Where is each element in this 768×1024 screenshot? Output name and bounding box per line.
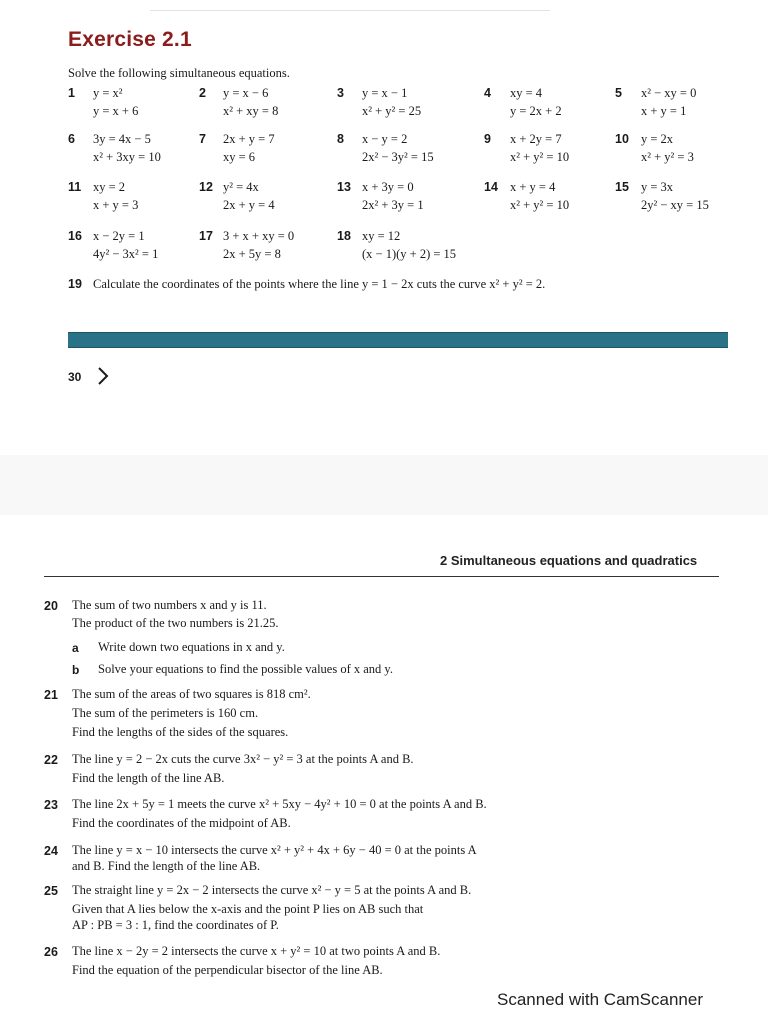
question-text: Find the equation of the perpendicular bisector of the line AB.: [72, 963, 383, 977]
problem-equation: y = x − 6: [223, 86, 269, 100]
problem-number: 3: [337, 86, 344, 100]
question-text: The sum of the areas of two squares is 818 cm².: [72, 687, 311, 701]
problem-number: 6: [68, 132, 75, 146]
question-text: Find the lengths of the sides of the squares.: [72, 725, 289, 739]
problem-equation: xy = 6: [223, 150, 256, 164]
problem-equation: y² = 4x: [223, 180, 259, 194]
problem-equation: 3 + x + xy = 0: [223, 229, 295, 243]
question-number: 26: [44, 945, 58, 959]
problem-equation: 2x² + 3y = 1: [362, 198, 424, 212]
scanner-watermark: Scanned with CamScanner: [497, 990, 704, 1009]
problem-equation: 4y² − 3x² = 1: [93, 247, 159, 261]
problem-equation: 2x + y = 4: [223, 198, 275, 212]
subpart-label: a: [72, 641, 79, 655]
page-number: 30: [68, 370, 82, 384]
subpart-label: b: [72, 663, 80, 677]
header-divider: [44, 576, 719, 577]
page-gap: [0, 455, 768, 515]
problem-equation: y = x + 6: [93, 104, 139, 118]
chapter-header: 2 Simultaneous equations and quadratics: [440, 553, 698, 568]
problem-equation: y = 3x: [641, 180, 674, 194]
question-number: 23: [44, 798, 58, 812]
question-number: 21: [44, 688, 58, 702]
problem-equation: x − y = 2: [362, 132, 408, 146]
question-number: 20: [44, 599, 58, 613]
problem-number: 13: [337, 180, 351, 194]
problem-equation: y = 2x + 2: [510, 104, 562, 118]
problem-equation: y = x²: [93, 86, 123, 100]
problem-equation: y = 2x: [641, 132, 674, 146]
question-text: The line 2x + 5y = 1 meets the curve x² + 5xy − 4y² + 10 = 0 at the points A and B.: [72, 797, 487, 811]
problem-number: 8: [337, 132, 344, 146]
question-text: AP : PB = 3 : 1, find the coordinates of P.: [72, 918, 279, 932]
problem-equation: x + y = 4: [510, 180, 556, 194]
problem-number: 2: [199, 86, 206, 100]
problem-equation: x + y = 3: [93, 198, 139, 212]
problem-equation: x² + y² = 3: [641, 150, 694, 164]
problem-equation: x² + y² = 10: [510, 198, 570, 212]
exercise-instruction: Solve the following simultaneous equations.: [68, 66, 290, 80]
problem-equation: y = x − 1: [362, 86, 408, 100]
problem-equation: 2x + y = 7: [223, 132, 275, 146]
top-divider: [150, 10, 550, 11]
problem-equation: x − 2y = 1: [93, 229, 145, 243]
problem-number: 10: [615, 132, 629, 146]
problem-number: 19: [68, 277, 82, 291]
problem-number: 18: [337, 229, 351, 243]
question-number: 22: [44, 753, 58, 767]
problem-number: 11: [68, 180, 82, 194]
question-number: 25: [44, 884, 58, 898]
question-text: Given that A lies below the x-axis and the point P lies on AB such that: [72, 902, 424, 916]
problem-equation: 2x² − 3y² = 15: [362, 150, 434, 164]
problem-equation: x² + xy = 8: [223, 104, 279, 118]
problem-equation: x + y = 1: [641, 104, 687, 118]
problem-equation: x² + 3xy = 10: [93, 150, 161, 164]
problem-number: 5: [615, 86, 622, 100]
question-number: 24: [44, 844, 58, 858]
problem-number: 15: [615, 180, 629, 194]
question-text: and B. Find the length of the line AB.: [72, 859, 261, 873]
question-text: The line y = 2 − 2x cuts the curve 3x² − y² = 3 at the points A and B.: [72, 752, 414, 766]
section-bar: [68, 332, 728, 348]
problem-number: 9: [484, 132, 491, 146]
problem-number: 16: [68, 229, 82, 243]
problem-equation: 3y = 4x − 5: [93, 132, 151, 146]
problem-equation: xy = 12: [362, 229, 401, 243]
problem-equation: x + 2y = 7: [510, 132, 562, 146]
problem-equation: 2y² − xy = 15: [641, 198, 709, 212]
question-text: The sum of two numbers x and y is 11.: [72, 598, 267, 612]
question-text: The sum of the perimeters is 160 cm.: [72, 706, 259, 720]
problem-equation: 2x + 5y = 8: [223, 247, 281, 261]
question-text: The product of the two numbers is 21.25.: [72, 616, 279, 630]
problem-number: 14: [484, 180, 498, 194]
problem-equation: xy = 4: [510, 86, 543, 100]
problem-number: 1: [68, 86, 75, 100]
question-text: Find the length of the line AB.: [72, 771, 225, 785]
problem-equation: x² + y² = 25: [362, 104, 422, 118]
problem-number: 7: [199, 132, 206, 146]
subpart-text: Solve your equations to find the possible values of x and y.: [98, 662, 393, 676]
question-text: The line y = x − 10 intersects the curve x² + y² + 4x + 6y − 40 = 0 at the points A: [72, 843, 477, 857]
problem-number: 17: [199, 229, 213, 243]
problem-equation: x² + y² = 10: [510, 150, 570, 164]
problem-equation: x + 3y = 0: [362, 180, 414, 194]
chevron-right-icon: [93, 364, 113, 388]
subpart-text: Write down two equations in x and y.: [98, 640, 285, 654]
question-text: The straight line y = 2x − 2 intersects the curve x² − y = 5 at the points A and B.: [72, 883, 472, 897]
problem-number: 12: [199, 180, 213, 194]
problem-number: 4: [484, 86, 491, 100]
question-text: Find the coordinates of the midpoint of AB.: [72, 816, 291, 830]
exercise-title: Exercise 2.1: [68, 28, 192, 51]
problem-equation: (x − 1)(y + 2) = 15: [362, 247, 457, 261]
problem-text: Calculate the coordinates of the points where the line y = 1 − 2x cuts the curve x² + y² = 2.: [93, 277, 546, 291]
problem-equation: x² − xy = 0: [641, 86, 697, 100]
problem-equation: xy = 2: [93, 180, 126, 194]
question-text: The line x − 2y = 2 intersects the curve x + y² = 10 at two points A and B.: [72, 944, 441, 958]
